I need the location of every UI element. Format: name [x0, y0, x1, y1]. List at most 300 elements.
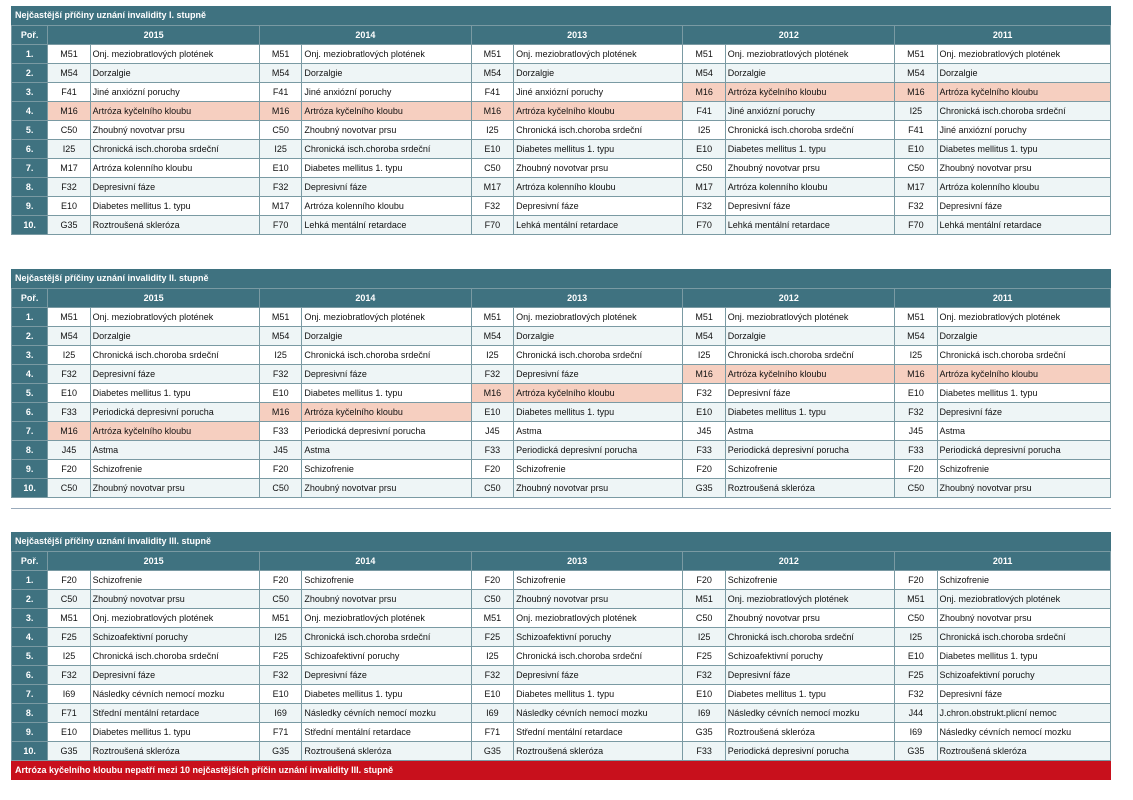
- rank-cell: 5.: [12, 121, 48, 140]
- table-row: [12, 121, 1111, 140]
- rank-cell: 3.: [12, 346, 48, 365]
- diagnosis-name: Onj. meziobratlových plotének: [725, 590, 894, 609]
- column-header-year: 2015: [48, 552, 260, 571]
- diagnosis-code: M54: [683, 327, 725, 346]
- diagnosis-name: Roztroušená skleróza: [90, 216, 259, 235]
- diagnosis-name: Dorzalgie: [937, 64, 1110, 83]
- diagnosis-name: Artróza kyčelního kloubu: [514, 102, 683, 121]
- diagnosis-code: I25: [48, 346, 90, 365]
- diagnosis-code: F20: [471, 571, 513, 590]
- diagnosis-name: Depresivní fáze: [90, 666, 259, 685]
- diagnosis-name: Depresivní fáze: [725, 197, 894, 216]
- table-row: [12, 140, 1111, 159]
- diagnosis-name: Následky cévních nemocí mozku: [937, 723, 1110, 742]
- diagnosis-code: F20: [471, 460, 513, 479]
- diagnosis-name: Artróza kolenního kloubu: [302, 197, 471, 216]
- diagnosis-name: Periodická depresivní porucha: [725, 742, 894, 761]
- table-row: [12, 178, 1111, 197]
- diagnosis-name: Onj. meziobratlových plotének: [937, 590, 1110, 609]
- diagnosis-code: F41: [895, 121, 937, 140]
- ranking-table: [11, 551, 1111, 761]
- diagnosis-name: Diabetes mellitus 1. typu: [302, 159, 471, 178]
- diagnosis-code: F32: [260, 365, 302, 384]
- table-row: [12, 346, 1111, 365]
- column-header-year: 2015: [48, 289, 260, 308]
- diagnosis-name: Periodická depresivní porucha: [302, 422, 471, 441]
- diagnosis-name: Zhoubný novotvar prsu: [514, 590, 683, 609]
- diagnosis-name: Diabetes mellitus 1. typu: [725, 685, 894, 704]
- diagnosis-code: F32: [260, 178, 302, 197]
- rank-cell: 10.: [12, 479, 48, 498]
- diagnosis-name: Schizoafektivní poruchy: [725, 647, 894, 666]
- diagnosis-code: F32: [48, 365, 90, 384]
- diagnosis-code: C50: [683, 609, 725, 628]
- diagnosis-name: Jiné anxiózní poruchy: [937, 121, 1110, 140]
- diagnosis-code: I69: [260, 704, 302, 723]
- diagnosis-code: J45: [471, 422, 513, 441]
- diagnosis-code: M54: [471, 64, 513, 83]
- diagnosis-code: I25: [48, 140, 90, 159]
- diagnosis-name: Artróza kyčelního kloubu: [725, 83, 894, 102]
- table-row: [12, 723, 1111, 742]
- diagnosis-name: Zhoubný novotvar prsu: [302, 121, 471, 140]
- diagnosis-name: Depresivní fáze: [725, 384, 894, 403]
- table-row: [12, 666, 1111, 685]
- diagnosis-name: Depresivní fáze: [514, 197, 683, 216]
- table-section: [11, 532, 1111, 780]
- diagnosis-code: F32: [471, 666, 513, 685]
- diagnosis-name: Chronická isch.choroba srdeční: [302, 140, 471, 159]
- diagnosis-code: C50: [260, 479, 302, 498]
- diagnosis-code: F32: [471, 197, 513, 216]
- rank-cell: 2.: [12, 64, 48, 83]
- diagnosis-code: E10: [471, 403, 513, 422]
- diagnosis-code: F33: [48, 403, 90, 422]
- diagnosis-code: F32: [48, 666, 90, 685]
- rank-cell: 5.: [12, 647, 48, 666]
- diagnosis-name: Artróza kyčelního kloubu: [90, 102, 259, 121]
- diagnosis-name: Jiné anxiózní poruchy: [725, 102, 894, 121]
- table-row: [12, 460, 1111, 479]
- table-row: [12, 64, 1111, 83]
- column-header-por: Poř.: [12, 289, 48, 308]
- diagnosis-name: Diabetes mellitus 1. typu: [725, 403, 894, 422]
- diagnosis-name: Depresivní fáze: [302, 666, 471, 685]
- table-section: [11, 269, 1111, 498]
- diagnosis-name: Dorzalgie: [725, 64, 894, 83]
- diagnosis-code: M51: [48, 45, 90, 64]
- diagnosis-code: C50: [895, 609, 937, 628]
- diagnosis-code: M54: [683, 64, 725, 83]
- diagnosis-name: Artróza kyčelního kloubu: [937, 83, 1110, 102]
- table-row: [12, 647, 1111, 666]
- diagnosis-name: Následky cévních nemocí mozku: [725, 704, 894, 723]
- table-row: [12, 571, 1111, 590]
- rank-cell: 9.: [12, 723, 48, 742]
- diagnosis-name: Střední mentální retardace: [514, 723, 683, 742]
- rank-cell: 2.: [12, 590, 48, 609]
- diagnosis-name: Onj. meziobratlových plotének: [302, 308, 471, 327]
- diagnosis-code: M16: [895, 365, 937, 384]
- diagnosis-name: Depresivní fáze: [302, 178, 471, 197]
- diagnosis-code: M17: [48, 159, 90, 178]
- table-row: [12, 308, 1111, 327]
- table-row: [12, 216, 1111, 235]
- column-header-year: 2014: [260, 552, 472, 571]
- diagnosis-code: C50: [48, 479, 90, 498]
- table-row: [12, 609, 1111, 628]
- diagnosis-code: F32: [260, 666, 302, 685]
- column-header-por: Poř.: [12, 26, 48, 45]
- diagnosis-name: Dorzalgie: [90, 64, 259, 83]
- diagnosis-code: M51: [48, 308, 90, 327]
- rank-cell: 9.: [12, 197, 48, 216]
- diagnosis-code: I25: [895, 102, 937, 121]
- diagnosis-name: Astma: [302, 441, 471, 460]
- diagnosis-name: Artróza kyčelního kloubu: [302, 403, 471, 422]
- diagnosis-name: Lehká mentální retardace: [514, 216, 683, 235]
- diagnosis-code: F33: [260, 422, 302, 441]
- diagnosis-code: F41: [471, 83, 513, 102]
- diagnosis-name: Chronická isch.choroba srdeční: [725, 346, 894, 365]
- diagnosis-name: Onj. meziobratlových plotének: [514, 45, 683, 64]
- diagnosis-code: F32: [683, 197, 725, 216]
- diagnosis-name: Dorzalgie: [937, 327, 1110, 346]
- rank-cell: 6.: [12, 666, 48, 685]
- diagnosis-name: Depresivní fáze: [90, 365, 259, 384]
- diagnosis-code: F32: [895, 197, 937, 216]
- diagnosis-code: G35: [48, 742, 90, 761]
- diagnosis-code: F70: [895, 216, 937, 235]
- diagnosis-code: F20: [260, 571, 302, 590]
- diagnosis-name: Depresivní fáze: [937, 197, 1110, 216]
- diagnosis-name: Diabetes mellitus 1. typu: [514, 140, 683, 159]
- diagnosis-code: I69: [471, 704, 513, 723]
- diagnosis-name: Diabetes mellitus 1. typu: [514, 685, 683, 704]
- diagnosis-code: C50: [471, 159, 513, 178]
- diagnosis-name: Diabetes mellitus 1. typu: [937, 384, 1110, 403]
- diagnosis-code: E10: [471, 685, 513, 704]
- diagnosis-name: Chronická isch.choroba srdeční: [90, 346, 259, 365]
- diagnosis-code: G35: [895, 742, 937, 761]
- diagnosis-code: F33: [895, 441, 937, 460]
- diagnosis-name: Periodická depresivní porucha: [514, 441, 683, 460]
- diagnosis-code: M16: [471, 384, 513, 403]
- diagnosis-code: M17: [260, 197, 302, 216]
- diagnosis-name: Onj. meziobratlových plotének: [514, 609, 683, 628]
- diagnosis-name: Zhoubný novotvar prsu: [937, 479, 1110, 498]
- diagnosis-name: Dorzalgie: [302, 327, 471, 346]
- diagnosis-code: M17: [471, 178, 513, 197]
- diagnosis-code: F41: [683, 102, 725, 121]
- rank-cell: 8.: [12, 441, 48, 460]
- diagnosis-code: F33: [471, 441, 513, 460]
- rank-cell: 3.: [12, 83, 48, 102]
- diagnosis-name: Periodická depresivní porucha: [725, 441, 894, 460]
- diagnosis-name: Periodická depresivní porucha: [937, 441, 1110, 460]
- rank-cell: 7.: [12, 685, 48, 704]
- diagnosis-code: M51: [683, 45, 725, 64]
- diagnosis-code: M17: [895, 178, 937, 197]
- diagnosis-code: F25: [683, 647, 725, 666]
- diagnosis-code: F33: [683, 742, 725, 761]
- rank-cell: 1.: [12, 308, 48, 327]
- diagnosis-code: E10: [48, 384, 90, 403]
- diagnosis-code: M54: [895, 327, 937, 346]
- diagnosis-name: Roztroušená skleróza: [90, 742, 259, 761]
- diagnosis-code: E10: [260, 159, 302, 178]
- rank-cell: 8.: [12, 704, 48, 723]
- diagnosis-code: I25: [260, 140, 302, 159]
- diagnosis-name: Onj. meziobratlových plotének: [725, 308, 894, 327]
- diagnosis-name: Jiné anxiózní poruchy: [514, 83, 683, 102]
- diagnosis-name: Zhoubný novotvar prsu: [302, 479, 471, 498]
- diagnosis-name: Depresivní fáze: [514, 365, 683, 384]
- diagnosis-code: I69: [48, 685, 90, 704]
- diagnosis-name: Onj. meziobratlových plotének: [937, 308, 1110, 327]
- diagnosis-name: Schizoafektivní poruchy: [514, 628, 683, 647]
- diagnosis-name: Zhoubný novotvar prsu: [302, 590, 471, 609]
- diagnosis-name: Astma: [725, 422, 894, 441]
- diagnosis-code: M54: [471, 327, 513, 346]
- diagnosis-code: M54: [48, 327, 90, 346]
- diagnosis-name: Schizofrenie: [302, 460, 471, 479]
- diagnosis-code: I25: [48, 647, 90, 666]
- diagnosis-name: Lehká mentální retardace: [725, 216, 894, 235]
- table-row: [12, 704, 1111, 723]
- diagnosis-name: Diabetes mellitus 1. typu: [90, 197, 259, 216]
- diagnosis-code: M54: [260, 327, 302, 346]
- diagnosis-name: Schizofrenie: [937, 571, 1110, 590]
- table-row: [12, 197, 1111, 216]
- diagnosis-code: M51: [260, 45, 302, 64]
- diagnosis-name: Schizofrenie: [90, 460, 259, 479]
- diagnosis-code: I25: [683, 628, 725, 647]
- diagnosis-name: Onj. meziobratlových plotének: [302, 45, 471, 64]
- diagnosis-code: M51: [260, 308, 302, 327]
- diagnosis-code: F25: [895, 666, 937, 685]
- diagnosis-code: M16: [471, 102, 513, 121]
- diagnosis-code: M16: [260, 102, 302, 121]
- diagnosis-name: Roztroušená skleróza: [725, 723, 894, 742]
- ranking-table: [11, 288, 1111, 498]
- diagnosis-code: M51: [48, 609, 90, 628]
- table-row: [12, 327, 1111, 346]
- diagnosis-name: Zhoubný novotvar prsu: [937, 609, 1110, 628]
- column-header-year: 2012: [683, 289, 895, 308]
- ranking-table: [11, 25, 1111, 235]
- table-row: [12, 479, 1111, 498]
- diagnosis-code: G35: [683, 479, 725, 498]
- diagnosis-name: Depresivní fáze: [937, 685, 1110, 704]
- diagnosis-name: Dorzalgie: [90, 327, 259, 346]
- diagnosis-name: Zhoubný novotvar prsu: [90, 479, 259, 498]
- diagnosis-name: Artróza kolenního kloubu: [725, 178, 894, 197]
- table-row: [12, 590, 1111, 609]
- column-header-year: 2013: [471, 26, 683, 45]
- column-header-por: Poř.: [12, 552, 48, 571]
- diagnosis-name: Dorzalgie: [514, 327, 683, 346]
- diagnosis-name: Dorzalgie: [725, 327, 894, 346]
- table-section: [11, 6, 1111, 235]
- diagnosis-code: I25: [683, 121, 725, 140]
- table-row: [12, 384, 1111, 403]
- diagnosis-code: I25: [683, 346, 725, 365]
- diagnosis-name: Diabetes mellitus 1. typu: [937, 140, 1110, 159]
- diagnosis-name: Zhoubný novotvar prsu: [514, 159, 683, 178]
- rank-cell: 4.: [12, 102, 48, 121]
- diagnosis-name: Artróza kyčelního kloubu: [302, 102, 471, 121]
- diagnosis-code: F32: [683, 384, 725, 403]
- diagnosis-code: G35: [48, 216, 90, 235]
- diagnosis-name: Onj. meziobratlových plotének: [90, 609, 259, 628]
- diagnosis-code: J45: [895, 422, 937, 441]
- section-divider: [11, 508, 1111, 509]
- diagnosis-code: M54: [48, 64, 90, 83]
- diagnosis-name: Astma: [90, 441, 259, 460]
- diagnosis-code: F70: [260, 216, 302, 235]
- diagnosis-code: C50: [895, 479, 937, 498]
- diagnosis-code: F71: [48, 704, 90, 723]
- diagnosis-name: Onj. meziobratlových plotének: [937, 45, 1110, 64]
- diagnosis-name: Artróza kyčelního kloubu: [725, 365, 894, 384]
- diagnosis-code: J44: [895, 704, 937, 723]
- diagnosis-name: Střední mentální retardace: [90, 704, 259, 723]
- diagnosis-code: M51: [471, 609, 513, 628]
- diagnosis-code: F41: [260, 83, 302, 102]
- diagnosis-code: M51: [471, 308, 513, 327]
- diagnosis-name: Schizoafektivní poruchy: [90, 628, 259, 647]
- diagnosis-name: Zhoubný novotvar prsu: [725, 609, 894, 628]
- diagnosis-code: F70: [471, 216, 513, 235]
- diagnosis-code: F32: [895, 685, 937, 704]
- diagnosis-code: F33: [683, 441, 725, 460]
- diagnosis-name: Schizoafektivní poruchy: [937, 666, 1110, 685]
- footer-note: Artróza kyčelního kloubu nepatří mezi 10 nejčastějších příčin uznání invalidity III. stupně: [11, 761, 1111, 780]
- diagnosis-name: Depresivní fáze: [302, 365, 471, 384]
- diagnosis-name: Artróza kyčelního kloubu: [90, 422, 259, 441]
- column-header-year: 2014: [260, 289, 472, 308]
- diagnosis-name: Artróza kolenního kloubu: [514, 178, 683, 197]
- diagnosis-code: F41: [48, 83, 90, 102]
- diagnosis-code: E10: [260, 384, 302, 403]
- table-row: [12, 685, 1111, 704]
- diagnosis-name: Diabetes mellitus 1. typu: [90, 384, 259, 403]
- diagnosis-code: E10: [471, 140, 513, 159]
- diagnosis-code: C50: [260, 590, 302, 609]
- diagnosis-code: G35: [471, 742, 513, 761]
- rank-cell: 2.: [12, 327, 48, 346]
- diagnosis-code: M51: [471, 45, 513, 64]
- diagnosis-code: F71: [260, 723, 302, 742]
- diagnosis-name: Onj. meziobratlových plotének: [514, 308, 683, 327]
- column-header-year: 2014: [260, 26, 472, 45]
- section-title: Nejčastější příčiny uznání invalidity III. stupně: [11, 532, 1111, 551]
- table-row: [12, 102, 1111, 121]
- diagnosis-name: Astma: [937, 422, 1110, 441]
- diagnosis-name: Onj. meziobratlových plotének: [725, 45, 894, 64]
- diagnosis-code: F32: [895, 403, 937, 422]
- diagnosis-code: M16: [48, 422, 90, 441]
- diagnosis-code: M54: [895, 64, 937, 83]
- diagnosis-name: Chronická isch.choroba srdeční: [90, 647, 259, 666]
- diagnosis-name: Roztroušená skleróza: [514, 742, 683, 761]
- diagnosis-name: Depresivní fáze: [90, 178, 259, 197]
- column-header-year: 2011: [895, 289, 1111, 308]
- diagnosis-code: M51: [895, 45, 937, 64]
- diagnosis-name: Diabetes mellitus 1. typu: [90, 723, 259, 742]
- rank-cell: 6.: [12, 140, 48, 159]
- diagnosis-name: Depresivní fáze: [514, 666, 683, 685]
- diagnosis-name: Schizofrenie: [725, 460, 894, 479]
- table-row: [12, 742, 1111, 761]
- diagnosis-name: Roztroušená skleróza: [725, 479, 894, 498]
- diagnosis-code: M51: [260, 609, 302, 628]
- diagnosis-name: Roztroušená skleróza: [937, 742, 1110, 761]
- table-row: [12, 83, 1111, 102]
- diagnosis-name: Diabetes mellitus 1. typu: [514, 403, 683, 422]
- diagnosis-code: J45: [48, 441, 90, 460]
- diagnosis-code: C50: [471, 479, 513, 498]
- diagnosis-name: Artróza kolenního kloubu: [937, 178, 1110, 197]
- diagnosis-code: M51: [683, 308, 725, 327]
- diagnosis-code: C50: [260, 121, 302, 140]
- section-title: Nejčastější příčiny uznání invalidity II. stupně: [11, 269, 1111, 288]
- diagnosis-name: Chronická isch.choroba srdeční: [514, 647, 683, 666]
- column-header-year: 2012: [683, 26, 895, 45]
- table-row: [12, 441, 1111, 460]
- diagnosis-code: F20: [683, 571, 725, 590]
- diagnosis-code: I25: [471, 346, 513, 365]
- diagnosis-code: I25: [471, 647, 513, 666]
- diagnosis-name: Následky cévních nemocí mozku: [514, 704, 683, 723]
- diagnosis-code: I69: [895, 723, 937, 742]
- diagnosis-code: M51: [895, 590, 937, 609]
- diagnosis-code: E10: [895, 140, 937, 159]
- diagnosis-code: C50: [683, 159, 725, 178]
- diagnosis-code: E10: [895, 384, 937, 403]
- diagnosis-code: M16: [260, 403, 302, 422]
- diagnosis-code: M16: [683, 365, 725, 384]
- diagnosis-code: J45: [260, 441, 302, 460]
- diagnosis-code: M16: [683, 83, 725, 102]
- diagnosis-name: Schizofrenie: [302, 571, 471, 590]
- diagnosis-name: Následky cévních nemocí mozku: [90, 685, 259, 704]
- diagnosis-name: Zhoubný novotvar prsu: [937, 159, 1110, 178]
- diagnosis-name: Zhoubný novotvar prsu: [90, 590, 259, 609]
- diagnosis-name: Lehká mentální retardace: [937, 216, 1110, 235]
- diagnosis-name: Diabetes mellitus 1. typu: [937, 647, 1110, 666]
- diagnosis-code: I25: [260, 628, 302, 647]
- diagnosis-name: Schizofrenie: [937, 460, 1110, 479]
- diagnosis-name: Schizofrenie: [514, 460, 683, 479]
- rank-cell: 5.: [12, 384, 48, 403]
- diagnosis-name: Roztroušená skleróza: [302, 742, 471, 761]
- rank-cell: 7.: [12, 159, 48, 178]
- diagnosis-code: M51: [895, 308, 937, 327]
- column-header-year: 2015: [48, 26, 260, 45]
- diagnosis-code: F32: [683, 666, 725, 685]
- diagnosis-code: F20: [895, 571, 937, 590]
- table-row: [12, 159, 1111, 178]
- diagnosis-code: M17: [683, 178, 725, 197]
- rank-cell: 10.: [12, 216, 48, 235]
- diagnosis-code: E10: [48, 723, 90, 742]
- section-title: Nejčastější příčiny uznání invalidity I. stupně: [11, 6, 1111, 25]
- rank-cell: 3.: [12, 609, 48, 628]
- header-row: [12, 289, 1111, 308]
- diagnosis-name: Lehká mentální retardace: [302, 216, 471, 235]
